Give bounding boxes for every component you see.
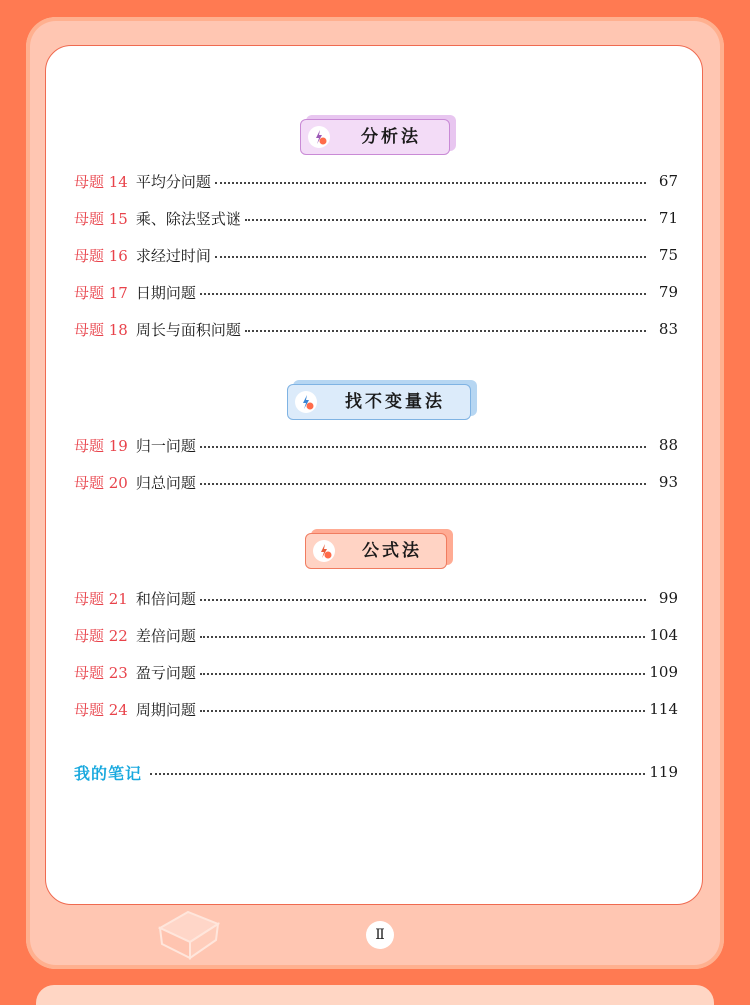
entry-name: 求经过时间: [135, 246, 211, 265]
leader-dots: [245, 219, 646, 221]
leader-dots: [200, 599, 646, 601]
entry-label: 母题 15: [74, 209, 128, 228]
entry-page: 99: [658, 589, 678, 607]
toc-entry[interactable]: [74, 660, 678, 684]
entry-name: 乘、除法竖式谜: [135, 209, 241, 228]
next-page-edge: [36, 985, 714, 1005]
leader-dots: [200, 446, 646, 448]
entry-name: 归一问题: [135, 436, 196, 455]
lightning-bulb-icon: [308, 126, 330, 148]
section-title: 找不变量法: [345, 392, 445, 412]
toc-entry[interactable]: [74, 433, 678, 457]
notes-label: 我的笔记: [74, 763, 143, 783]
page-number: Ⅱ: [366, 921, 394, 949]
entry-page: 71: [658, 209, 678, 227]
entry-page: 79: [658, 283, 678, 301]
toc-entry[interactable]: [74, 280, 678, 304]
section-title: 分析法: [361, 127, 421, 147]
leader-dots: [200, 673, 645, 675]
section-title: 公式法: [362, 541, 422, 561]
lightning-bulb-icon: [313, 540, 335, 562]
toc-entry[interactable]: [74, 697, 678, 721]
entry-name: 周期问题: [135, 700, 196, 719]
toc-entry[interactable]: [74, 206, 678, 230]
entry-label: 母题 22: [74, 626, 128, 645]
entry-name: 周长与面积问题: [135, 320, 241, 339]
entry-label: 母题 14: [74, 172, 128, 191]
lightning-bulb-icon: [295, 391, 317, 413]
entry-page: 109: [649, 663, 678, 681]
decorative-cube-icon: [150, 900, 228, 960]
entry-name: 盈亏问题: [135, 663, 196, 682]
leader-dots: [200, 710, 645, 712]
entry-label: 母题 18: [74, 320, 128, 339]
leader-dots: [200, 636, 645, 638]
leader-dots: [215, 182, 646, 184]
toc-entry[interactable]: [74, 470, 678, 494]
entry-name: 归总问题: [135, 473, 196, 492]
toc-entry[interactable]: [74, 243, 678, 267]
entry-name: 平均分问题: [135, 172, 211, 191]
entry-label: 母题 17: [74, 283, 128, 302]
entry-page: 83: [658, 320, 678, 338]
entry-label: 母题 21: [74, 589, 128, 608]
entry-page: 119: [649, 763, 678, 781]
entry-page: 67: [658, 172, 678, 190]
entry-label: 母题 24: [74, 700, 128, 719]
section-badge-analysis: [300, 119, 450, 155]
toc-entry[interactable]: [74, 623, 678, 647]
toc-entry[interactable]: [74, 317, 678, 341]
entry-page: 114: [649, 700, 678, 718]
leader-dots: [245, 330, 646, 332]
section-badge-formula: [305, 533, 447, 569]
entry-label: 母题 20: [74, 473, 128, 492]
entry-label: 母题 19: [74, 436, 128, 455]
entry-label: 母题 23: [74, 663, 128, 682]
leader-dots: [200, 483, 646, 485]
toc-entry[interactable]: [74, 169, 678, 193]
leader-dots: [150, 773, 645, 775]
toc-entry-notes[interactable]: [74, 760, 678, 784]
entry-name: 日期问题: [135, 283, 196, 302]
entry-page: 88: [658, 436, 678, 454]
toc-entry[interactable]: [74, 586, 678, 610]
entry-page: 104: [649, 626, 678, 644]
entry-page: 75: [658, 246, 678, 264]
entry-page: 93: [658, 473, 678, 491]
entry-label: 母题 16: [74, 246, 128, 265]
leader-dots: [215, 256, 646, 258]
leader-dots: [200, 293, 646, 295]
entry-name: 差倍问题: [135, 626, 196, 645]
section-badge-invariant: [287, 384, 471, 420]
entry-name: 和倍问题: [135, 589, 196, 608]
